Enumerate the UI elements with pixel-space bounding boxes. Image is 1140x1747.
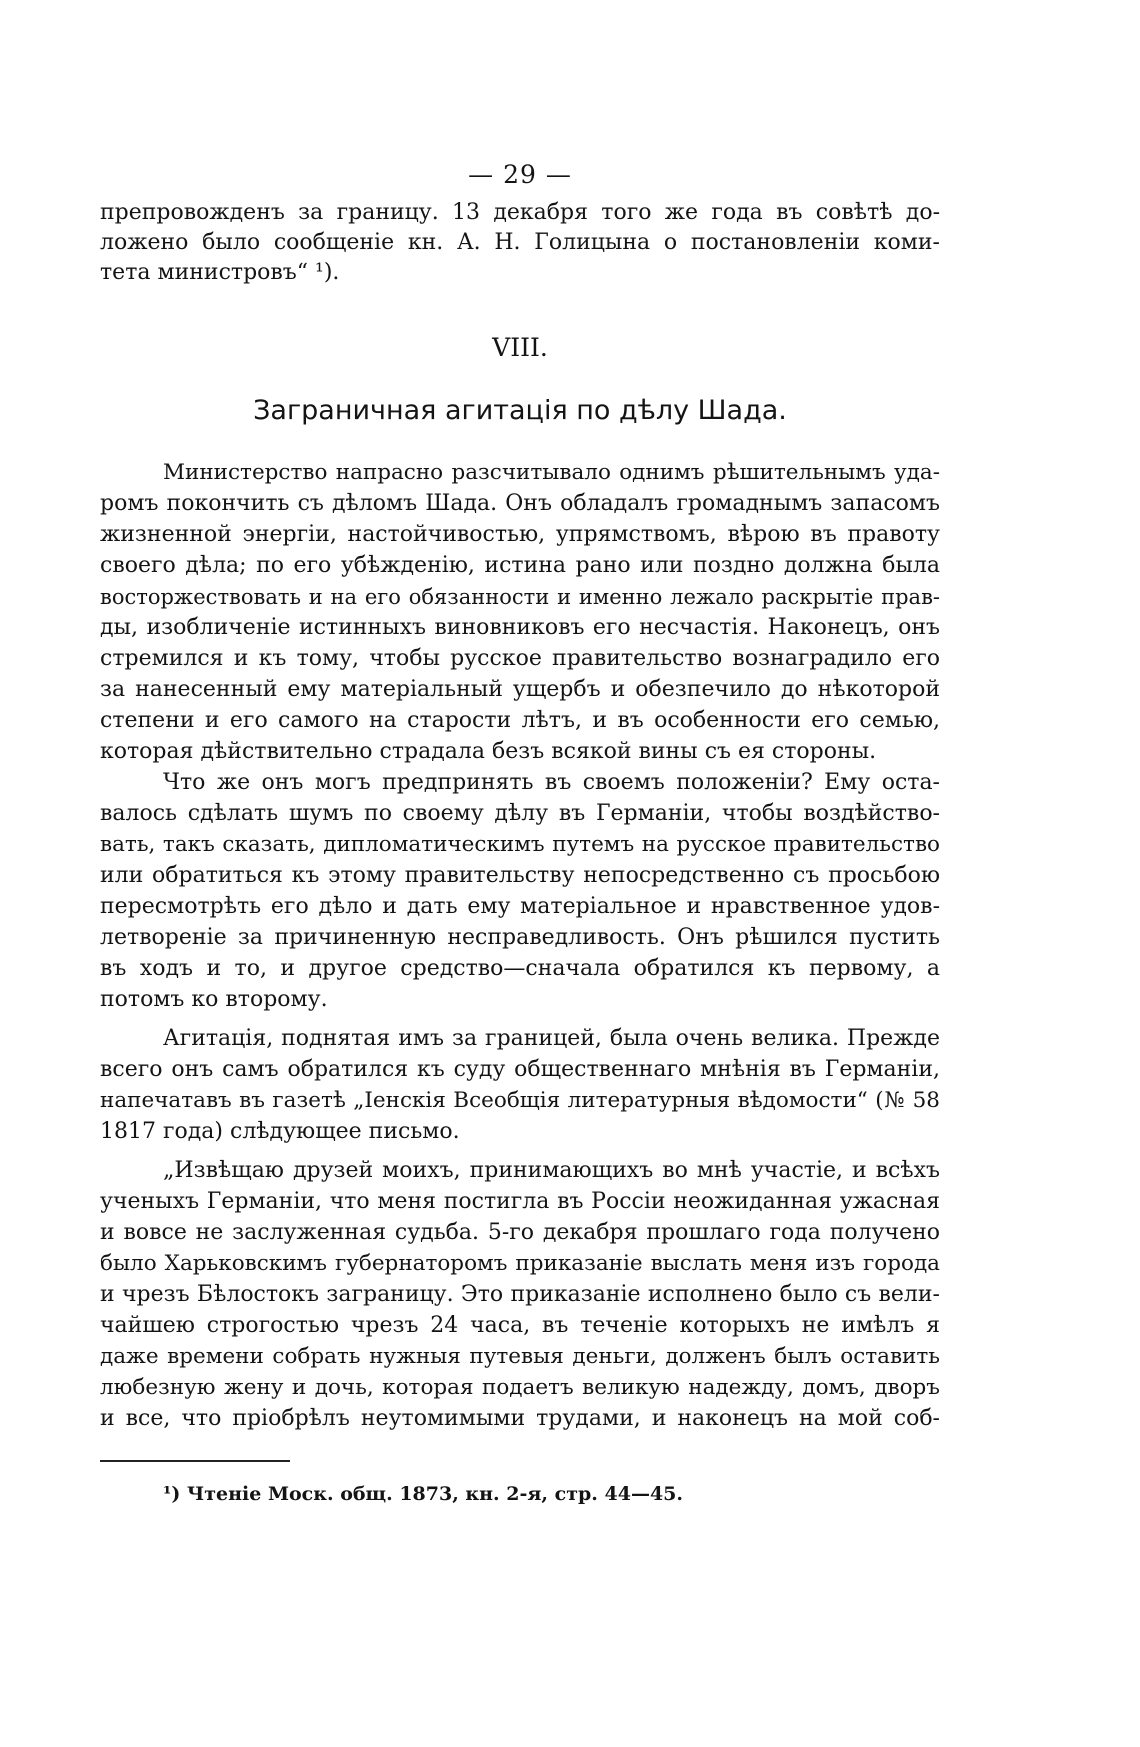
paragraph-line: напечатавъ въ газетѣ „Іенскія Всеобщія литературныя вѣдомости“ (№ 58 xyxy=(100,1088,940,1113)
paragraph-line: всего онъ самъ обратился къ суду общественнаго мнѣнія въ Германіи, xyxy=(100,1057,940,1082)
intro-line: ложено было сообщеніе кн. А. Н. Голицына о постановленіи коми- xyxy=(100,230,940,255)
paragraph-line: или обратиться къ этому правительству непосредственно съ просьбою xyxy=(100,863,940,888)
paragraph-line: жизненной энергіи, настойчивостью, упрямствомъ, вѣрою въ правоту xyxy=(100,522,940,547)
paragraph-line: Что же онъ могъ предпринять въ своемъ положеніи? Ему оста- xyxy=(163,770,940,795)
section-title: Заграничная агитація по дѣлу Шада. xyxy=(253,395,787,426)
paragraph-line: стремился и къ тому, чтобы русское правительство вознаградило его xyxy=(100,646,940,671)
paragraph-line: Министерство напрасно разсчитывало однимъ рѣшительнымъ уда- xyxy=(163,460,940,485)
paragraph-line: Агитація, поднятая имъ за границей, была очень велика. Прежде xyxy=(163,1026,940,1051)
intro-line: тета министровъ“ ¹). xyxy=(100,260,340,285)
paragraph-line: за нанесенный ему матеріальный ущербъ и обезпечило до нѣкоторой xyxy=(100,677,940,702)
paragraph-line: пересмотрѣть его дѣло и дать ему матеріальное и нравственное удов- xyxy=(100,894,940,919)
paragraph-line: чайшею строгостью чрезъ 24 часа, въ теченіе которыхъ не имѣлъ я xyxy=(100,1313,940,1338)
paragraph-line: любезную жену и дочь, которая подаетъ великую надежду, домъ, дворъ xyxy=(100,1375,940,1400)
footnote-divider xyxy=(100,1460,290,1462)
paragraph-line: въ ходъ и то, и другое средство—сначала обратился къ первому, а xyxy=(100,956,940,981)
paragraph-line: даже времени собрать нужныя путевыя деньги, долженъ былъ оставить xyxy=(100,1344,940,1369)
paragraph-line: летвореніе за причиненную несправедливость. Онъ рѣшился пустить xyxy=(100,925,940,950)
paragraph-line: и все, что пріобрѣлъ неутомимыми трудами, и наконецъ на мой соб- xyxy=(100,1406,940,1431)
paragraph-line: своего дѣла; по его убѣжденію, истина рано или поздно должна была xyxy=(100,553,940,578)
paragraph-line: „Извѣщаю друзей моихъ, принимающихъ во мнѣ участіе, и всѣхъ xyxy=(163,1158,940,1183)
footnote: ¹) Чтеніе Моск. общ. 1873, кн. 2-я, стр. 44—45. xyxy=(163,1483,684,1505)
section-number: VIII. xyxy=(492,333,548,362)
paragraph-line: и чрезъ Бѣлостокъ заграницу. Это приказаніе исполнено было съ вели- xyxy=(100,1282,940,1307)
page-number: — 29 — xyxy=(468,160,572,189)
paragraph-line: которая дѣйствительно страдала безъ всякой вины съ ея стороны. xyxy=(100,739,877,764)
paragraph-line: вать, такъ сказать, дипломатическимъ путемъ на русское правительство xyxy=(100,832,940,857)
paragraph-line: 1817 года) слѣдующее письмо. xyxy=(100,1119,460,1144)
paragraph-line: степени и его самого на старости лѣтъ, и въ особенности его семью, xyxy=(100,708,940,733)
paragraph-line: ды, изобличеніе истинныхъ виновниковъ его несчастія. Наконецъ, онъ xyxy=(100,615,940,640)
paragraph-line: потомъ ко второму. xyxy=(100,987,328,1012)
intro-line: препровожденъ за границу. 13 декабря того же года въ совѣтѣ до- xyxy=(100,200,940,225)
paragraph-line: восторжествовать и на его обязанности и именно лежало раскрытіе прав- xyxy=(100,585,940,609)
paragraph-line: валось сдѣлать шумъ по своему дѣлу въ Германіи, чтобы воздѣйство- xyxy=(100,801,940,826)
paragraph-line: и вовсе не заслуженная судьба. 5-го декабря прошлаго года получено xyxy=(100,1220,940,1245)
paragraph-line: было Харьковскимъ губернаторомъ приказаніе выслать меня изъ города xyxy=(100,1251,940,1276)
paragraph-line: ромъ покончить съ дѣломъ Шада. Онъ обладалъ громаднымъ запасомъ xyxy=(100,491,940,516)
paragraph-line: ученыхъ Германіи, что меня постигла въ Россіи неожиданная ужасная xyxy=(100,1189,940,1214)
